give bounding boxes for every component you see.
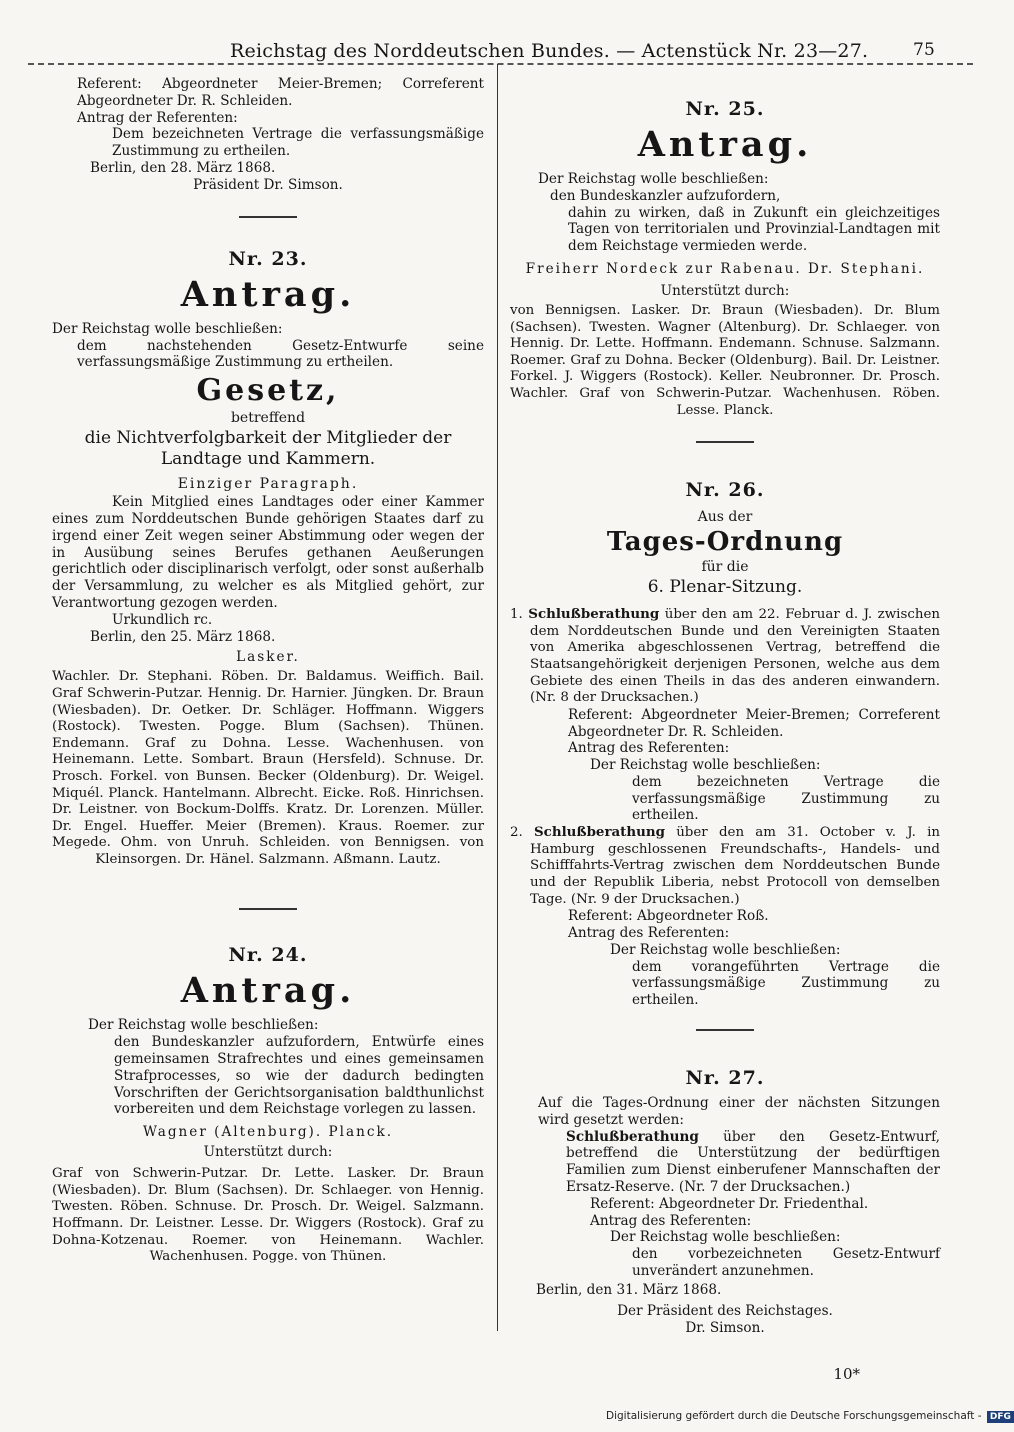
nr25-motion-1: den Bundeskanzler aufzufordern,: [550, 187, 781, 204]
right-column: [510, 76, 940, 1383]
column-divider: [497, 64, 498, 1331]
aus-der: Aus der: [697, 509, 753, 526]
dfg-logo: DFG: [987, 1411, 1014, 1423]
betreffend-label: betreffend: [230, 410, 306, 427]
sheet-signature: 10*: [833, 1364, 860, 1383]
item-lead: Schlußberathung: [534, 824, 665, 841]
prev-date: Berlin, den 28. März 1868.: [90, 159, 276, 176]
agenda-item-1: [510, 606, 940, 707]
nr23-intro: Der Reichstag wolle beschließen:: [52, 320, 283, 337]
nr27-number: Nr. 27.: [685, 1067, 765, 1090]
nr25-number: Nr. 25.: [685, 98, 765, 120]
nr24-supported-by: Unterstützt durch:: [203, 1144, 333, 1161]
item2-motion: dem vorangeführten Vertrage die verfassungsmäßige Zustimmung zu ertheilen.: [632, 958, 940, 1009]
nr25-authors: Freiherr Nordeck zur Rabenau. Dr. Stephani.: [525, 260, 925, 277]
nr27-motion: den vorbezeichneten Gesetz-Entwurf unverändert anzunehmen.: [632, 1246, 940, 1279]
gesetz-subject: die Nichtverfolgbarkeit der Mitglieder der Landtage und Kammern.: [84, 428, 452, 470]
item-text: über den am 22. Februar d. J. zwischen dem Norddeutschen Bunde und den Vereinigten Staaten von Amerika abgeschlossenen Vertrag, betreffend die Staatsangehörigkeit derjenigen Personen, welche aus dem Gebiete des einen Theils in das des anderen einwandern. (Nr. 8 der Drucksachen.): [530, 607, 940, 706]
item1-referent: Referent: Abgeordneter Meier-Bremen; Correferent Abgeordneter Dr. R. Schleiden.: [568, 706, 940, 740]
footer-text: Digitalisierung gefördert durch die Deutsche Forschungsgemeinschaft -: [606, 1410, 982, 1422]
paragraph-title: Einziger Paragraph.: [177, 476, 359, 493]
nr23-supporters: Wachler. Dr. Stephani. Röben. Dr. Baldamus. Weiffich. Bail. Graf Schwerin-Putzar. Hennig. Dr. Harnier. Jüngken. Dr. Braun (Wiesbaden). Dr. Oetker. Dr. Schläger. Hoffmann. Wiggers (Rostock). Twesten. Pogge. Blum (Sachsen). Thünen. Endemann. Graf zu Dohna. Lesse. Wachenhusen. von Heinemann. Lette. Sombart. Braun (Hersfeld). Schnuse. Dr. Prosch. Forkel. von Bunsen. Becker (Oldenburg). Dr. Weigel. Miquél. Planck. Hantelmann. Albrecht. Eicke. Roß. Hinrichsen. Dr. Leistner. von Bockum-Dolffs. Kratz. Dr. Lorenzen. Müller. Dr. Engel. Hueffer. Meier (Bremen). Kraus. Roemer. zur Megede. Ohm. von Unruh. Schleiden. von Bennigsen. von Kleinsorgen. Dr. Hänel. Salzmann. Aßmann. Lautz.: [52, 669, 484, 867]
item-lead: Schlußberathung: [566, 1128, 699, 1145]
nr24-supporters: Graf von Schwerin-Putzar. Dr. Lette. Lasker. Dr. Braun (Wiesbaden). Dr. Blum (Sachsen). Dr. Schlaeger. von Hennig. Twesten. Röben. Schnuse. Dr. Prosch. Dr. Weigel. Salzmann. Hoffmann. Dr. Leistner. Lesse. Dr. Wiggers (Rostock). Graf zu Dohna-Kotzenau. Roemer. von Heinemann. Wachler. Wachenhusen. Pogge. von Thünen.: [52, 1166, 484, 1265]
item1-rw: Der Reichstag wolle beschließen:: [590, 757, 821, 774]
running-title: Reichstag des Norddeutschen Bundes. — Actenstück Nr. 23—27.: [230, 40, 869, 62]
item1-motion: dem bezeichneten Vertrage die verfassungsmäßige Zustimmung zu ertheilen.: [632, 773, 940, 824]
fuer-die: für die: [701, 559, 749, 576]
tages-ordnung-title: Tages-Ordnung: [606, 527, 844, 558]
item2-referent: Referent: Abgeordneter Roß.: [568, 908, 769, 925]
nr27-intro: Auf die Tages-Ordnung einer der nächsten Sitzungen wird gesetzt werden:: [538, 1095, 940, 1128]
prev-referent: Referent: Abgeordneter Meier-Bremen; Correferent Abgeordneter Dr. R. Schleiden.: [77, 76, 484, 109]
nr27-date: Berlin, den 31. März 1868.: [536, 1281, 722, 1298]
nr23-heading: Antrag.: [180, 273, 356, 315]
item-text: über den Gesetz-Entwurf, betreffend die Unterstützung der bedürftigen Familien zum Dienst einberufener Mannschaften der Ersatz-Reserve. (Nr. 7 der Drucksachen.): [566, 1128, 941, 1196]
item-number: 2.: [510, 825, 523, 841]
nr25-heading: Antrag.: [637, 124, 813, 165]
separator: [239, 216, 297, 218]
page-number: 75: [913, 40, 936, 60]
dfg-footer: [606, 1410, 1014, 1423]
nr27-item: [510, 1129, 940, 1196]
nr25-supported-by: Unterstützt durch:: [660, 282, 790, 299]
nr23-motion: dem nachstehenden Gesetz-Entwurfe seine verfassungsmäßige Zustimmung zu ertheilen.: [77, 337, 484, 371]
nr27-referent: Referent: Abgeordneter Dr. Friedenthal.: [590, 1195, 869, 1212]
nr26-number: Nr. 26.: [685, 479, 765, 502]
paragraph-body: Kein Mitglied eines Landtages oder einer Kammer eines zum Norddeutschen Bunde gehörigen Staates darf zu irgend einer Zeit wegen seiner Abstimmung oder wegen der in Ausübung seines Berufes gethanen Aeußerungen gerichtlich oder disciplinarisch verfolgt, oder sonst außerhalb der Versammlung, zu welcher es als Mitglied gehört, zur Verantwortung gezogen werden.: [52, 494, 484, 611]
nr27-name: Dr. Simson.: [685, 1319, 765, 1336]
left-column: [52, 76, 484, 1266]
nr27-antrag: Antrag des Referenten:: [590, 1212, 752, 1229]
agenda-item-2: [510, 824, 940, 908]
nr24-heading: Antrag.: [180, 970, 356, 1012]
item2-antrag: Antrag des Referenten:: [568, 925, 730, 942]
prev-antrag: Antrag der Referenten:: [77, 109, 238, 126]
nr24-number: Nr. 24.: [228, 944, 308, 967]
prev-president: Präsident Dr. Simson.: [193, 176, 343, 193]
nr27-president: Der Präsident des Reichstages.: [617, 1302, 833, 1319]
nr23-number: Nr. 23.: [228, 247, 308, 270]
separator: [696, 441, 754, 443]
nr24-motion: den Bundeskanzler aufzufordern, Entwürfe eines gemeinsamen Strafrechtes und eines gemeinsamen Strafprocesses, so wie der dadurch bedingten Vorschriften der Gerichtsorganisation baldthunlichst vorbereiten und dem Reichstage vorlegen zu lassen.: [114, 1034, 484, 1118]
sitzung: 6. Plenar-Sitzung.: [647, 577, 803, 598]
nr24-intro: Der Reichstag wolle beschließen:: [88, 1017, 319, 1034]
nr27-rw: Der Reichstag wolle beschließen:: [610, 1229, 841, 1246]
nr23-author: Lasker.: [236, 649, 300, 666]
header-rule: [28, 63, 973, 65]
urkundlich: Urkundlich rc.: [112, 611, 213, 628]
item1-antrag: Antrag des Referenten:: [568, 740, 730, 757]
prev-motion: Dem bezeichneten Vertrage die verfassungsmäßige Zustimmung zu ertheilen.: [112, 126, 484, 160]
nr24-authors: Wagner (Altenburg). Planck.: [142, 1124, 394, 1141]
nr25-intro: Der Reichstag wolle beschließen:: [538, 171, 769, 187]
gesetz-heading: Gesetz,: [196, 373, 340, 409]
item-number: 1.: [510, 607, 523, 623]
item-lead: Schlußberathung: [528, 606, 660, 623]
item-text: über den am 31. October v. J. in Hamburg geschlossenen Freundschafts-, Handels- und Schifffahrts-Vertrag zwischen dem Norddeutschen Bunde und der Republik Liberia, nebst Protocoll von demselben Tage. (Nr. 9 der Drucksachen.): [530, 825, 940, 907]
nr23-date: Berlin, den 25. März 1868.: [90, 628, 276, 645]
separator: [239, 908, 297, 910]
nr25-supporters: von Bennigsen. Lasker. Dr. Braun (Wiesbaden). Dr. Blum (Sachsen). Twesten. Wagner (Altenburg). Dr. Schlaeger. von Hennig. Dr. Lette. Hoffmann. Endemann. Schnuse. Salzmann. Roemer. Graf zu Dohna. Becker (Oldenburg). Bail. Dr. Leistner. Forkel. J. Wiggers (Rostock). Keller. Neubronner. Dr. Prosch. Wachler. Graf von Schwerin-Putzar. Wachenhusen. Röben. Lesse. Planck.: [510, 302, 940, 418]
item2-rw: Der Reichstag wolle beschließen:: [610, 941, 841, 958]
separator: [696, 1029, 754, 1031]
nr25-motion-2: dahin zu wirken, daß in Zukunft ein gleichzeitiges Tagen von territorialen und Provinzial-Landtagen mit dem Reichstage vermieden werde.: [568, 204, 940, 255]
